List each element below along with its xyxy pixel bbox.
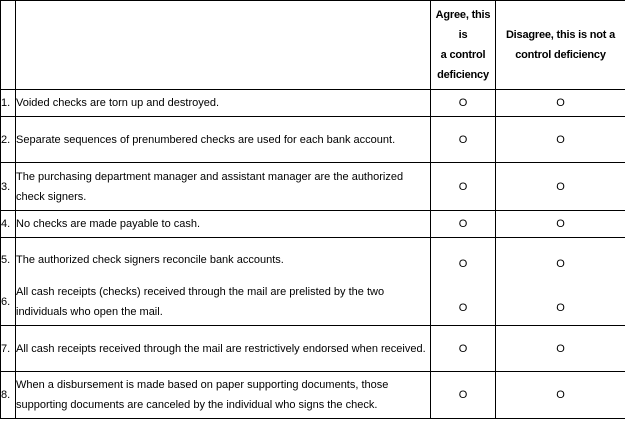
row-number: 7. bbox=[1, 326, 16, 372]
header-row bbox=[1, 1, 625, 90]
header-disagree-line-1: Disagree, this is not a bbox=[505, 29, 616, 41]
row-statement: The purchasing department manager and assistant manager are the authorized check signers. bbox=[16, 163, 431, 211]
header-agree bbox=[431, 1, 496, 90]
disagree-radio[interactable]: O bbox=[556, 218, 565, 230]
row-number: 1. bbox=[1, 90, 16, 117]
table-row bbox=[1, 90, 625, 117]
row-number: 4. bbox=[1, 211, 16, 238]
header-agree-line-4: deficiency bbox=[437, 69, 489, 81]
disagree-slot bbox=[496, 282, 625, 318]
header-number bbox=[1, 1, 16, 90]
agree-radio[interactable]: O bbox=[458, 389, 468, 401]
agree-radio[interactable]: O bbox=[458, 342, 468, 355]
agree-radio[interactable]: O bbox=[458, 302, 468, 314]
header-disagree-line-2: control deficiency bbox=[515, 49, 606, 61]
agree-cell bbox=[431, 211, 496, 238]
agree-radio[interactable]: O bbox=[458, 218, 468, 230]
table-row bbox=[1, 372, 625, 419]
row-statement: Voided checks are torn up and destroyed. bbox=[16, 90, 431, 117]
agree-radio[interactable]: O bbox=[458, 133, 468, 146]
row-number: 2. bbox=[1, 117, 16, 163]
disagree-radio[interactable]: O bbox=[556, 389, 565, 401]
agree-radio[interactable]: O bbox=[458, 180, 468, 193]
disagree-cell-group bbox=[496, 238, 625, 326]
disagree-radio[interactable]: O bbox=[556, 133, 565, 146]
agree-cell bbox=[431, 326, 496, 372]
disagree-cell bbox=[496, 326, 625, 372]
row-statement: No checks are made payable to cash. bbox=[16, 211, 431, 238]
table-row bbox=[1, 117, 625, 163]
row-statement: When a disbursement is made based on paper supporting documents, those supporting documents are canceled by the individual who signs the check. bbox=[16, 372, 431, 419]
agree-radio[interactable]: O bbox=[458, 258, 468, 270]
row-number: 6. bbox=[1, 296, 11, 308]
agree-cell bbox=[431, 163, 496, 211]
header-agree-line-3: a control bbox=[440, 49, 486, 61]
disagree-radio[interactable]: O bbox=[556, 180, 565, 193]
header-statement bbox=[16, 1, 431, 90]
table-row bbox=[1, 211, 625, 238]
table-row-group bbox=[1, 238, 625, 326]
table-row bbox=[1, 326, 625, 372]
header-agree-line-2: is bbox=[458, 29, 468, 41]
disagree-cell bbox=[496, 211, 625, 238]
row-number: 5. bbox=[1, 254, 11, 266]
disagree-radio[interactable]: O bbox=[556, 302, 565, 314]
disagree-cell bbox=[496, 372, 625, 419]
agree-cell bbox=[431, 117, 496, 163]
disagree-radio[interactable]: O bbox=[556, 342, 565, 355]
agree-cell-group bbox=[431, 238, 496, 326]
row-number-group bbox=[1, 238, 16, 326]
disagree-radio[interactable]: O bbox=[556, 258, 565, 270]
agree-cell bbox=[431, 90, 496, 117]
agree-slot bbox=[431, 282, 495, 318]
row-number: 8. bbox=[1, 372, 16, 419]
row-statement: The authorized check signers reconcile bank accounts. bbox=[16, 254, 284, 266]
header-agree-line-1: Agree, this bbox=[435, 9, 491, 21]
row-statement: All cash receipts (checks) received through the mail are prelisted by the two individuals who open the mail. bbox=[16, 286, 385, 318]
header-disagree bbox=[496, 1, 625, 90]
disagree-cell bbox=[496, 163, 625, 211]
row-statement: All cash receipts received through the mail are restrictively endorsed when received. bbox=[16, 326, 431, 372]
disagree-cell bbox=[496, 90, 625, 117]
row-statement: Separate sequences of prenumbered checks are used for each bank account. bbox=[16, 117, 431, 163]
table-row bbox=[1, 163, 625, 211]
row-number: 3. bbox=[1, 163, 16, 211]
disagree-radio[interactable]: O bbox=[556, 97, 565, 109]
agree-radio[interactable]: O bbox=[458, 97, 468, 109]
agree-slot bbox=[431, 238, 495, 282]
disagree-slot bbox=[496, 238, 625, 282]
disagree-cell bbox=[496, 117, 625, 163]
row-statement-group bbox=[16, 238, 431, 326]
agree-cell bbox=[431, 372, 496, 419]
